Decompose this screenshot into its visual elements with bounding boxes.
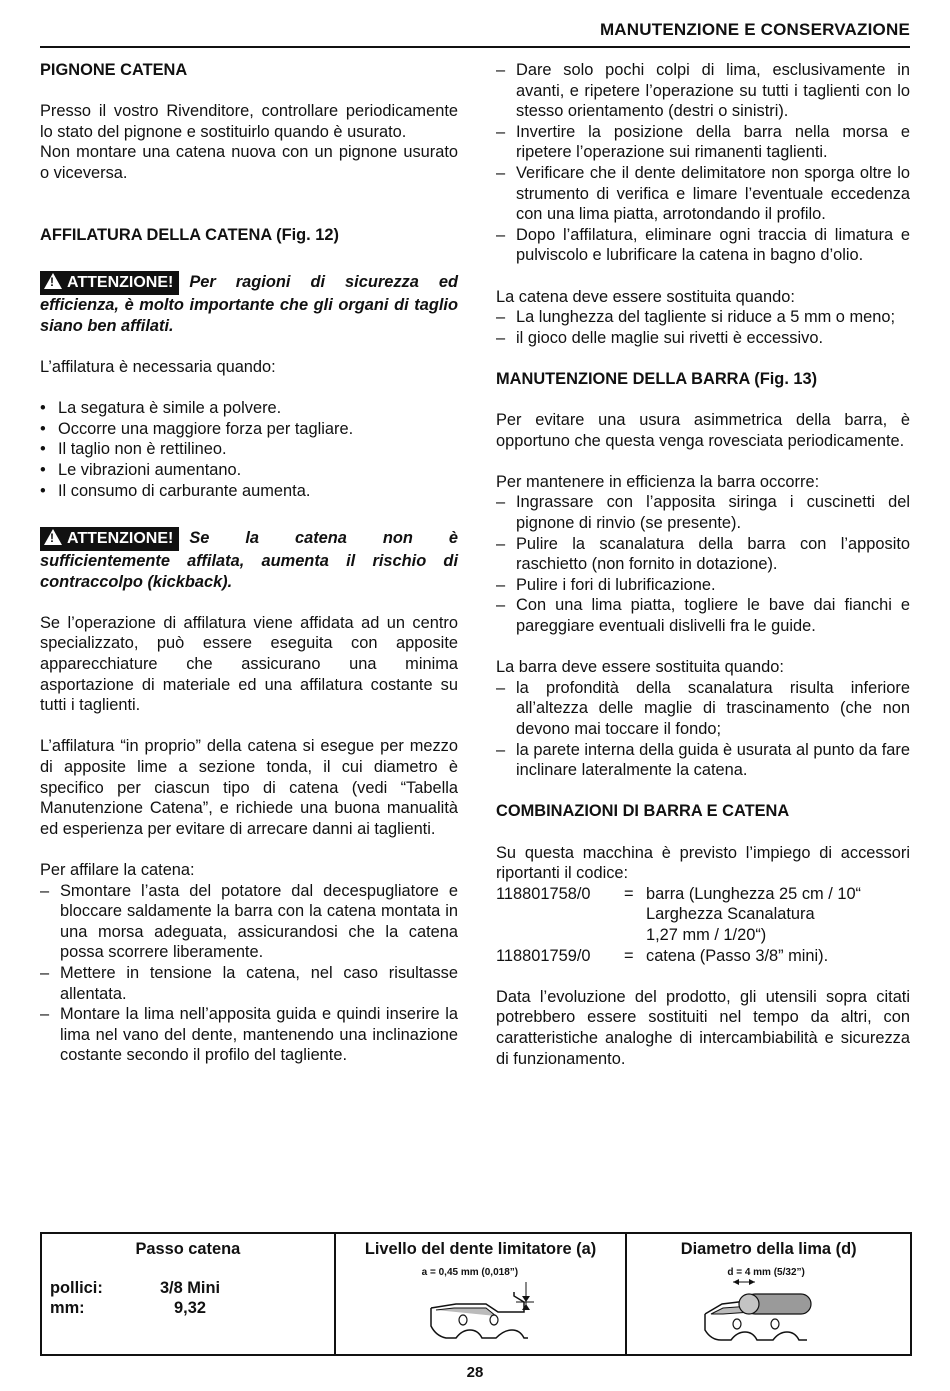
warning-block-1 [40,271,458,336]
paragraph-own-sharpening: L’affilatura “in proprio” della catena si esegue per mezzo di apposite lime a sezione tonda, il cui diametro è specifico per ciascun tipo di catena (vedi “Tabella Manutenzione Catena”, e richiede una buona manualità ed esperienza per evitare di arrecare danni ai taglienti. [40,737,458,838]
bar-list [496,492,910,636]
list-item: – la parete interna della guida è usurata al punto da fare inclinare lateralmente la catena. [496,740,910,781]
pignone-paragraph-2: Non montare una catena nuova con un pignone usurato o viceversa. [40,143,458,182]
pitch-label-mm: mm: [50,1299,85,1317]
list-item: – Dopo l’affilatura, eliminare ogni traccia di limatura e pulviscolo e lubrificare la catena in bagno d’olio. [496,225,910,266]
pignone-paragraph-1: Presso il vostro Rivenditore, controllare periodicamente lo stato del pignone e sostituirlo quando è usurato. [40,102,458,141]
warning-text-1: Per ragioni di sicurezza ed efficienza, è molto importante che gli organi di taglio siano ben affilati. [40,273,458,335]
warning-badge [40,271,179,295]
need-list [40,398,458,501]
right-column [496,60,910,1069]
list-item: – Ingrassare con l’apposita siringa i cuscinetti del pignone di rinvio (se presente). [496,492,910,533]
page-number: 28 [466,1364,484,1381]
combo-intro: Su questa macchina è previsto l’impiego di accessori riportanti il codice: [496,843,910,883]
list-item: – Mettere in tensione la catena, nel caso risultasse allentata. [40,963,458,1004]
pitch-value-mm: 9,32 [174,1299,206,1317]
pitch-values [50,1278,230,1318]
heading-combinations: COMBINAZIONI DI BARRA E CATENA [496,802,790,821]
pitch-value-inches: 3/8 Mini [159,1279,221,1297]
code-number: 118801758/0 [496,884,591,903]
list-item: • Il consumo di carburante aumenta. [40,481,458,502]
list-item: – La lunghezza del tagliente si riduce a 5 mm o meno; [496,307,910,328]
section-title: MANUTENZIONE E CONSERVAZIONE [599,20,910,39]
list-item: • La segatura è simile a polvere. [40,398,458,419]
table-header-pitch: Passo catena [135,1240,241,1258]
sharpen-steps [40,881,458,1066]
heading-affilatura: AFFILATURA DELLA CATENA (Fig. 12) [40,225,339,244]
table-header-depth: Livello del dente limitatore (a) [364,1240,597,1258]
heading-bar-maintenance: MANUTENZIONE DELLA BARRA (Fig. 13) [496,369,818,388]
table-cell-depth-gauge [334,1234,626,1354]
file-diameter-chain-illustration [627,1278,911,1358]
table-cell-file-diameter [625,1234,910,1354]
warning-triangle-icon: ! [44,273,62,289]
replace-list [496,307,910,348]
code-description: barra (Lunghezza 25 cm / 10“ [646,884,862,903]
bar-replace-list [496,678,910,781]
list-item: – Smontare l’asta del potatore dal decespugliatore e bloccare saldamente la barra con la catena montata in una morsa adeguata, assicurandosi che la catena possa scorrere liberamente. [40,881,458,963]
code-equals: = [624,884,634,903]
warning-triangle-icon: ! [44,529,62,545]
final-paragraph: Data l’evoluzione del prodotto, gli utensili sopra citati potrebbero essere sostituiti nel tempo da altri, con caratteristiche analoghe di intercambiabilità e sicurezza di funzionamento. [496,987,910,1068]
code-description: 1,27 mm / 1/20“) [646,925,767,944]
list-item: – Invertire la posizione della barra nella morsa e ripetere l’operazione sui rimanenti taglienti. [496,122,910,163]
page-header [40,18,910,48]
code-description: catena (Passo 3/8” mini). [646,946,829,965]
sharpen-steps-continued [496,60,910,266]
left-column [40,60,458,1066]
list-item: – Pulire i fori di lubrificazione. [496,575,910,596]
bar-intro: Per mantenere in efficienza la barra occorre: [496,472,820,491]
table-cell-pitch [42,1234,334,1354]
replace-intro: La catena deve essere sostituita quando: [496,287,795,306]
heading-pignone: PIGNONE CATENA [40,61,188,79]
list-item: • Le vibrazioni aumentano. [40,460,458,481]
code-description: Larghezza Scanalatura [646,905,815,924]
list-item: – Montare la lima nell’apposita guida e quindi inserire la lima nel vano del dente, mantenendo una inclinazione costante secondo il profilo del tagliente. [40,1004,458,1066]
list-item: • Occorre una maggiore forza per tagliare. [40,419,458,440]
bar-replace-intro: La barra deve essere sostituita quando: [496,658,784,677]
list-item: – la profondità della scanalatura risulta inferiore all’altezza delle maglie di trascinamento (che non devono mai toccare il fondo; [496,678,910,740]
sharpen-intro: Per affilare la catena: [40,861,195,879]
depth-gauge-label: a = 0,45 mm (0,018”) [421,1267,519,1278]
list-item: – Dare solo pochi colpi di lima, esclusivamente in avanti, e ripetere l’operazione su tutti i taglienti con lo stesso orientamento (destri o sinistri). [496,60,910,122]
code-equals: = [624,946,634,965]
list-item: – Verificare che il dente delimitatore non sporga oltre lo strumento di verifica e limare l’eventuale eccedenza con una lima piatta, arrotondando il profilo. [496,163,910,225]
need-intro: L’affilatura è necessaria quando: [40,357,276,376]
file-diameter-label: d = 4 mm (5/32”) [727,1267,805,1278]
warning-block-2 [40,527,458,592]
list-item: – Con una lima piatta, togliere le bave dai fianchi e pareggiare eventuali dislivelli fra le guide. [496,595,910,636]
paragraph-specialized-center: Se l’operazione di affilatura viene affidata ad un centro specializzato, può essere eseguita con apposite apparecchiature che assicurano una minima asportazione di materiale ed una affilatura costante su tutti i taglienti. [40,613,458,715]
bar-paragraph: Per evitare una usura asimmetrica della barra, è opportuno che questa venga rovesciata periodicamente. [496,411,910,450]
pitch-label-inches: pollici: [50,1279,103,1297]
code-list [496,884,910,966]
chain-maintenance-table [40,1232,912,1356]
code-number: 118801759/0 [496,946,591,965]
list-item: – Pulire la scanalatura della barra con l’apposito raschietto (non fornito in dotazione). [496,534,910,575]
table-header-file: Diametro della lima (d) [680,1240,857,1258]
warning-badge [40,527,179,551]
depth-gauge-chain-illustration [336,1278,627,1358]
warning-text-2: Se la catena non è sufficientemente affilata, aumenta il rischio di contraccolpo (kickback). [40,529,458,591]
warning-label: ATTENZIONE! [67,274,174,292]
list-item: • Il taglio non è rettilineo. [40,439,458,460]
warning-label: ATTENZIONE! [67,530,174,548]
list-item: – il gioco delle maglie sui rivetti è eccessivo. [496,328,910,349]
